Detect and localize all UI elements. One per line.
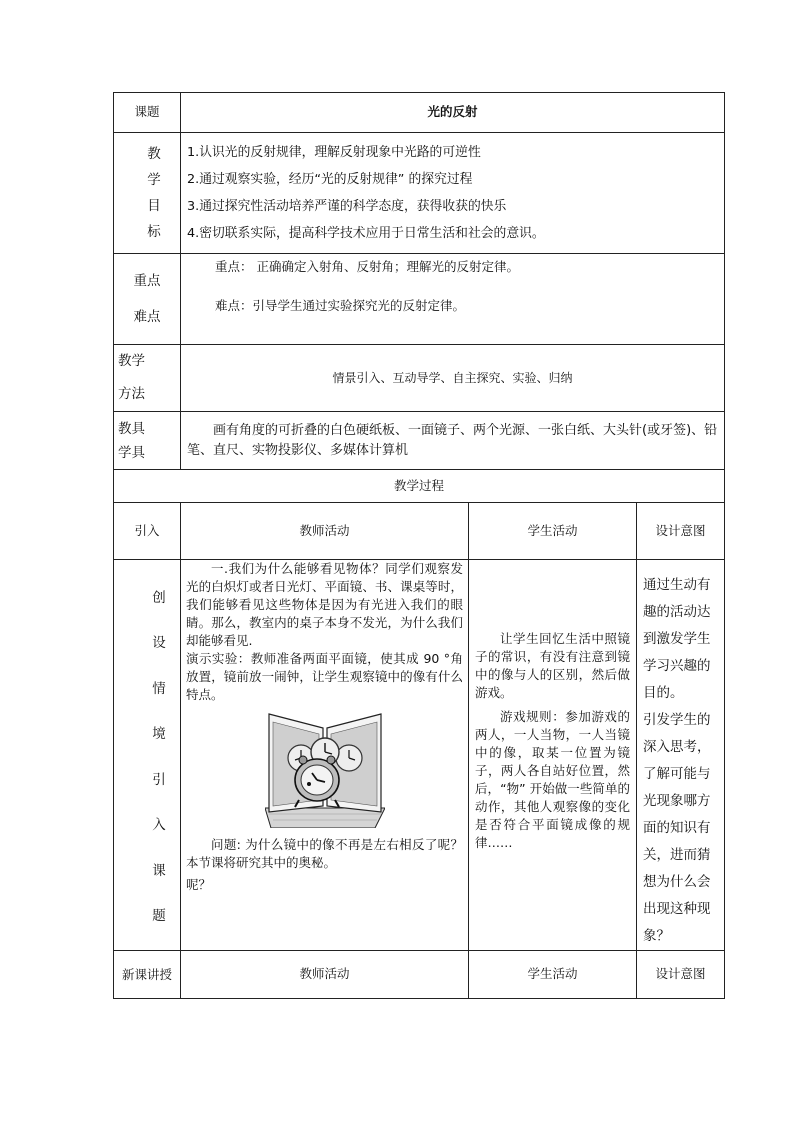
mirror-clock-illustration [265,710,385,828]
objective-item: 4.密切联系实际，提高科学技术应用于日常生活和社会的意识。 [187,226,545,241]
objectives-list [181,133,725,254]
student-game-rules: 游戏规则：参加游戏的两人，一人当物，一人当镜中的像，取某一位置为镜子，两人各自站好位置，然后，“物” 开始做一些简单的动作，其他人观察像的变化是否符合平面镜成像的规律…… [475,709,630,850]
lesson-plan-table [113,92,725,999]
difficult-point: 难点：引导学生通过实验探究光的反射定律。 [215,297,466,313]
objectives-row [114,133,725,254]
method-label: 教学 方法 [114,345,181,412]
student-activity-header: 学生活动 [469,503,637,560]
keypoints-label: 重点 难点 [114,254,181,345]
topic-label: 课题 [114,93,181,133]
process-heading: 教学过程 [114,470,725,503]
teacher-activity-cell [181,560,469,951]
teacher-activity-header: 教师活动 [181,951,469,999]
keypoints-text [181,254,725,345]
process-heading-row [114,470,725,503]
objective-item: 3.通过探究性活动培养严谨的科学态度，获得收获的快乐 [187,199,507,214]
mirror-clock-figure [186,710,463,828]
design-intent-header: 设计意图 [637,951,725,999]
intro-side-label: 创 设 情 境 引 入 课 题 [114,560,181,951]
student-activity-cell [469,560,637,951]
design-intent-cell [637,560,725,951]
intro-col-label: 引入 [114,503,181,560]
objective-item: 1.认识光的反射规律，理解反射现象中光路的可逆性 [187,145,481,160]
method-text: 情景引入、互动导学、自主探究、实验、归纳 [181,345,725,412]
tools-text: 画有角度的可折叠的白色硬纸板、一面镜子、两个光源、一张白纸、大头针(或牙签)、铅笔、直尺、实物投影仪、多媒体计算机 [181,412,725,470]
objective-item: 2.通过观察实验，经历“光的反射规律” 的探究过程 [187,172,473,187]
teacher-question: 问题: 为什么镜中的像不再是左右相反了呢？本节课将研究其中的奥秘。 [186,837,463,870]
key-point: 重点： 正确确定入射角、反射角；理解光的反射定律。 [215,259,519,274]
tools-row [114,412,725,470]
objectives-label: 教 学 目 标 [114,133,181,254]
design-paragraph: 引发学生的深入思考，了解可能与光现象哪方面的知识有关，进而猜想为什么会出现这种现象？ [643,712,711,944]
intro-header-row [114,503,725,560]
teacher-activity-header: 教师活动 [181,503,469,560]
lesson-title: 光的反射 [181,93,725,133]
topic-row [114,93,725,133]
design-paragraph: 通过生动有趣的活动达到激发学生学习兴趣的目的。 [643,577,711,701]
teacher-paragraph: 一.我们为什么能够看见物体？同学们观察发光的白炽灯或者日光灯、平面镜、书、课桌等时，我们能够看见这些物体是因为有光进入我们的眼睛。那么，教室内的桌子本身不发光，为什么我们却能够看见. [186,561,463,648]
student-paragraph: 让学生回忆生活中照镜子的常识，有没有注意到镜中的像与人的区别，然后做游戏。 [475,631,630,700]
tools-label: 教具 学具 [114,412,181,470]
teacher-demo: 演示实验：教师准备两面平面镜，使其成 90 °角放置，镜前放一闹钟，让学生观察镜中的像有什么特点。 [186,651,463,702]
student-activity-header: 学生活动 [469,951,637,999]
new-lesson-label: 新课讲授 [114,951,181,999]
design-intent-header: 设计意图 [637,503,725,560]
method-row [114,345,725,412]
intro-content-row [114,560,725,951]
teacher-tail: 呢？ [186,877,212,892]
keypoints-row [114,254,725,345]
new-lesson-header-row [114,951,725,999]
